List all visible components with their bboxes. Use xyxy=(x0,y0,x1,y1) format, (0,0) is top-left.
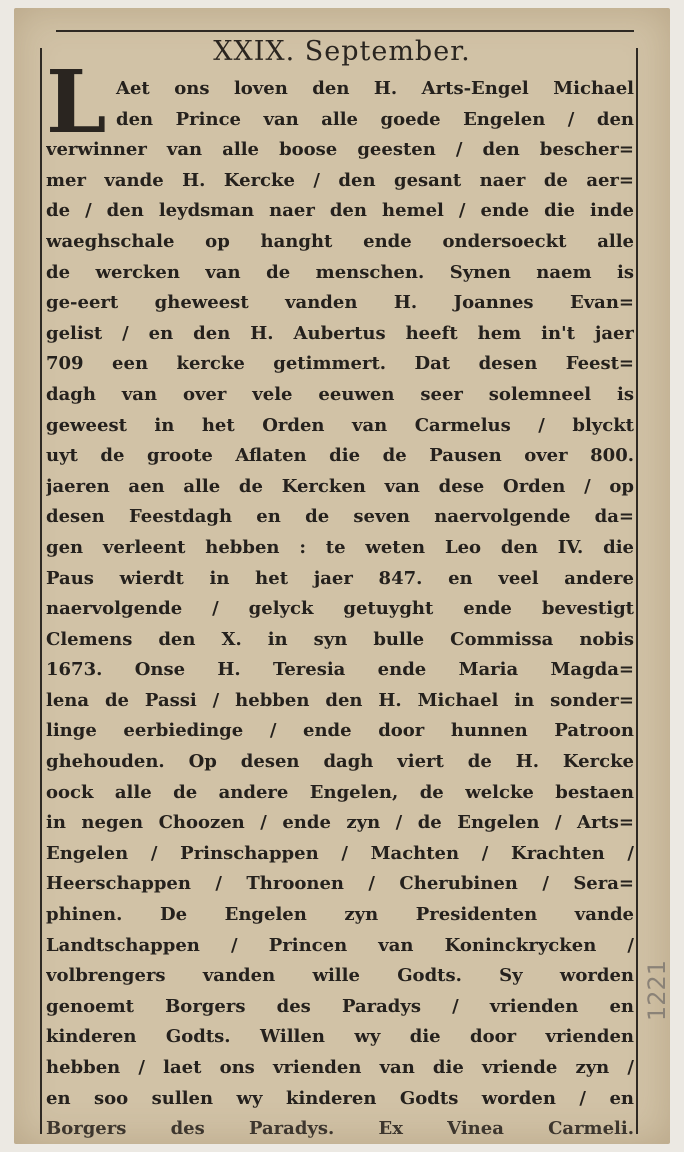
left-rule xyxy=(40,48,42,1134)
text-line: 1673. Onse H. Teresia ende Maria Magda= xyxy=(46,659,634,681)
right-rule xyxy=(636,48,638,1134)
text-line: Paus wierdt in het jaer 847. en veel andere xyxy=(46,567,634,589)
text-line: volbrengers vanden wille Godts. Sy worden xyxy=(46,965,634,987)
text-line: Engelen / Prinschappen / Machten / Krachten / xyxy=(46,842,634,864)
text-line: Heerschappen / Throonen / Cherubinen / Sera= xyxy=(46,873,634,895)
text-line: dagh van over vele eeuwen seer solemneel is xyxy=(46,383,634,405)
text-line: en soo sullen wy kinderen Godts worden / en xyxy=(46,1087,634,1109)
text-line: phinen. De Engelen zyn Presidenten vande xyxy=(46,904,634,926)
text-line: ghehouden. Op desen dagh viert de H. Kercke xyxy=(46,751,634,773)
text-line: genoemt Borgers des Paradys / vrienden en xyxy=(46,995,634,1017)
text-line: Aet ons loven den H. Arts-Engel Michael xyxy=(116,78,634,99)
text-line: verwinner van alle boose geesten / den bescher= xyxy=(46,139,634,161)
text-line: gelist / en den H. Aubertus heeft hem in't jaer xyxy=(46,322,634,344)
text-line: naervolgende / gelyck getuyght ende bevestigt xyxy=(46,598,634,620)
text-line: gen verleent hebben : te weten Leo den IV. die xyxy=(46,536,634,558)
text-line: hebben / laet ons vrienden van die vriende zyn / xyxy=(46,1057,634,1078)
text-line: mer vande H. Kercke / den gesant naer de aer= xyxy=(46,169,634,191)
text-line: linge eerbiedinge / ende door hunnen Patroon xyxy=(46,720,634,742)
margin-annotation: 1221 xyxy=(643,960,671,1022)
text-line: 709 een kercke getimmert. Dat desen Feest= xyxy=(46,353,634,375)
text-line: Landtschappen / Princen van Koninckrycken / xyxy=(46,934,634,956)
text-line: de / den leydsman naer den hemel / ende die inde xyxy=(46,200,634,222)
text-line: jaeren aen alle de Kercken van dese Orden / op xyxy=(46,475,634,497)
page-title: XXIX. September. xyxy=(213,36,471,67)
text-line: in negen Choozen / ende zyn / de Engelen / Arts= xyxy=(46,812,634,834)
text-line: de wercken van de menschen. Synen naem is xyxy=(46,261,634,283)
text-line: kinderen Godts. Willen wy die door vrienden xyxy=(46,1026,634,1048)
text-line: oock alle de andere Engelen, de welcke bestaen xyxy=(46,781,634,803)
text-line: Borgers des Paradys. Ex Vinea Carmeli. xyxy=(46,1118,634,1140)
body-text xyxy=(46,74,634,1145)
text-line: ge-eert gheweest vanden H. Joannes Evan= xyxy=(46,292,634,314)
drop-cap: L xyxy=(46,52,107,153)
text-line: lena de Passi / hebben den H. Michael in sonder= xyxy=(46,689,634,711)
text-line: waeghschale op hanght ende ondersoeckt alle xyxy=(46,230,634,252)
text-line: den Prince van alle goede Engelen / den xyxy=(116,108,634,130)
top-rule xyxy=(56,30,634,32)
text-line: Clemens den X. in syn bulle Commissa nobis xyxy=(46,628,634,650)
text-line: uyt de groote Aflaten die de Pausen over 800. xyxy=(46,445,634,467)
text-line: desen Feestdagh en de seven naervolgende da= xyxy=(46,506,634,528)
text-line: geweest in het Orden van Carmelus / blyckt xyxy=(46,414,634,436)
